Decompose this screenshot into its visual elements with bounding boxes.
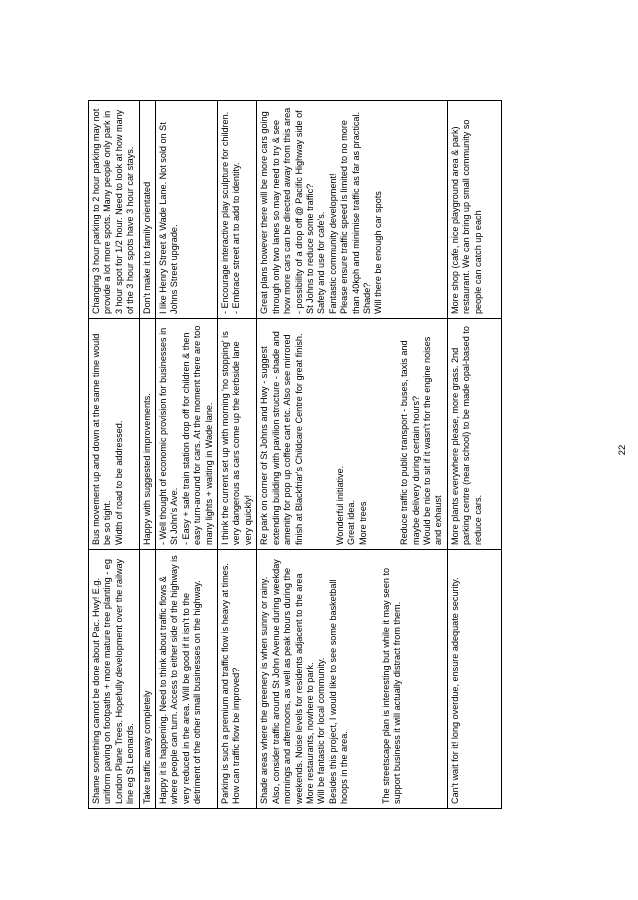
cell-paragraph: More shop (cafe, nice playground area & park) restaurant. We can bring up small community so people can catch up each [449,119,483,314]
cell-paragraph: Changing 3 hour parking to 2 hour parking may not provide a lot more spots. Many people only park in 3 hour spot for 1/2 hour. Need to look at how many of the 3 hour spots have 3 hour car stays. [91,108,136,314]
table-cell-col3 [89,101,140,319]
table-cell-col3 [139,101,155,319]
table-cell-col1 [257,550,447,809]
cell-paragraph: Can't wait for it! long overdue, ensure adequate security. [449,577,460,804]
cell-paragraph: Re park on corner of St Johns and Hwy - suggest extending building with pavilion structure - shade and amenity for pop up coffee cart etc. Also see mirrored finish at Blackfriar's Childcare Centre for great finish. [259,331,304,545]
cell-paragraph: Shade? [361,282,372,314]
table-cell-col1 [156,550,218,809]
cell-paragraph: Please ensure traffic speed is limited to no more than 40kph and minimise traffic as far as practical. [339,111,361,314]
cell-paragraph: Bus movement up and down at the same time would be so tight. [91,333,113,545]
table-cell-col1 [447,550,501,809]
table-cell-col2 [447,319,501,550]
table-row [139,101,155,809]
table-row [89,101,140,809]
cell-paragraph: Parking is such a premium and traffic flow is heavy at times. How can traffic flow be improved? [220,563,242,804]
cell-paragraph: - Encourage interactive play sculpture for children. [220,111,231,314]
table-cell-col2 [156,319,218,550]
table-cell-col2 [218,319,257,550]
cell-paragraph: - Well thought of economic provision for businesses in St John's Ave. [158,327,180,545]
paragraph-spacer [305,323,335,545]
cell-paragraph: Fantastic community development! [327,173,338,314]
cell-paragraph: Also, consider traffic around St John Avenue during weekday mornings and afternoons, as well as peak hours during the weekends. Noise levels for residents adjacent to the area [270,559,304,804]
page-number: 22 [617,444,628,456]
table-cell-col2 [257,319,447,550]
paragraph-spacer [351,554,381,804]
table-row [447,101,501,809]
cell-paragraph: Happy with suggested improvements. [141,393,152,545]
table-cell-col1 [139,550,155,809]
feedback-table-body [89,101,502,809]
cell-paragraph: Take traffic away completely [141,690,152,804]
cell-paragraph: Great plans however there will be more cars going through only two lanes so may need to try & see how more cars can be directed away from this area - possibility of a drop off @ Pacific Highway side of St Johns to reduce some traffic? [259,107,315,314]
cell-paragraph: I like Henry Street & Wade Lane. Not sold on St Johns Street upgrade. [158,122,180,314]
table-row [257,101,447,809]
table-row [218,101,257,809]
cell-paragraph: More plants everywhere please, more grass. 2nd parking centre (near school) to be made opal-based to reduce cars. [449,326,483,545]
table-cell-col3 [447,101,501,319]
table-cell-col2 [89,319,140,550]
table-cell-col1 [218,550,257,809]
table-cell-col3 [257,101,447,319]
cell-paragraph: - Embrace street art to add to identity. [231,162,242,314]
table-cell-col2 [139,319,155,550]
table-cell-col3 [156,101,218,319]
cell-paragraph: Will there be enough car spots [373,191,384,314]
cell-paragraph: More trees [357,501,368,545]
table-cell-col1 [89,550,140,809]
paragraph-spacer [369,323,399,545]
cell-paragraph: Shade areas where the greenery is when sunny or rainy. [259,576,270,804]
cell-paragraph: Width of road to be addressed. [113,420,124,545]
feedback-table [88,100,502,809]
table-row [156,101,218,809]
cell-paragraph: Will be fantastic for local community. [316,657,327,804]
cell-paragraph: More restaurants, nowhere to park. [304,662,315,804]
cell-paragraph: Happy it is happening. Need to think about traffic flows & where people can turn. Access to either side of the highway is very reduced in the area. Will be good if it isn't to the detriment of the other small businesses on the highway. [158,555,203,804]
cell-paragraph: Shame something cannot be done about Pac. Hwy! E.g. uniform paving on footpaths + more mature tree planting - eg London Plane Trees. Hopefully development over the railway line eg St Leonards. [91,558,136,804]
cell-paragraph: Wonderful initiative. [334,465,345,545]
cell-paragraph: Great idea. [346,500,357,545]
table-cell-col3 [218,101,257,319]
cell-paragraph: The streetscape plan is interesting but while it may seen to support business it will actually distract from them. [380,567,402,804]
cell-paragraph: - Easy + safe train station drop off for children & then easy turn-around for cars. At the moment there are too many lights + waiting in Wade lane. [180,325,214,545]
cell-paragraph: I think the current set up with morning 'no stopping' is very dangerous as cars come up the kerbside lane very quickly! [220,331,253,545]
cell-paragraph: Would be nice to sit if it wasn't for the engine noises and exhaust [421,336,444,545]
cell-paragraph: Safety and use for cafe's. [316,211,327,314]
cell-paragraph: Don't make it to family orientated [141,181,152,314]
cell-paragraph: Besides this project, I would like to see some basketball hoops in the area. [327,579,350,804]
cell-paragraph: Reduce traffic to public transport - buses, taxis and maybe delivery during certain hours? [399,340,421,545]
